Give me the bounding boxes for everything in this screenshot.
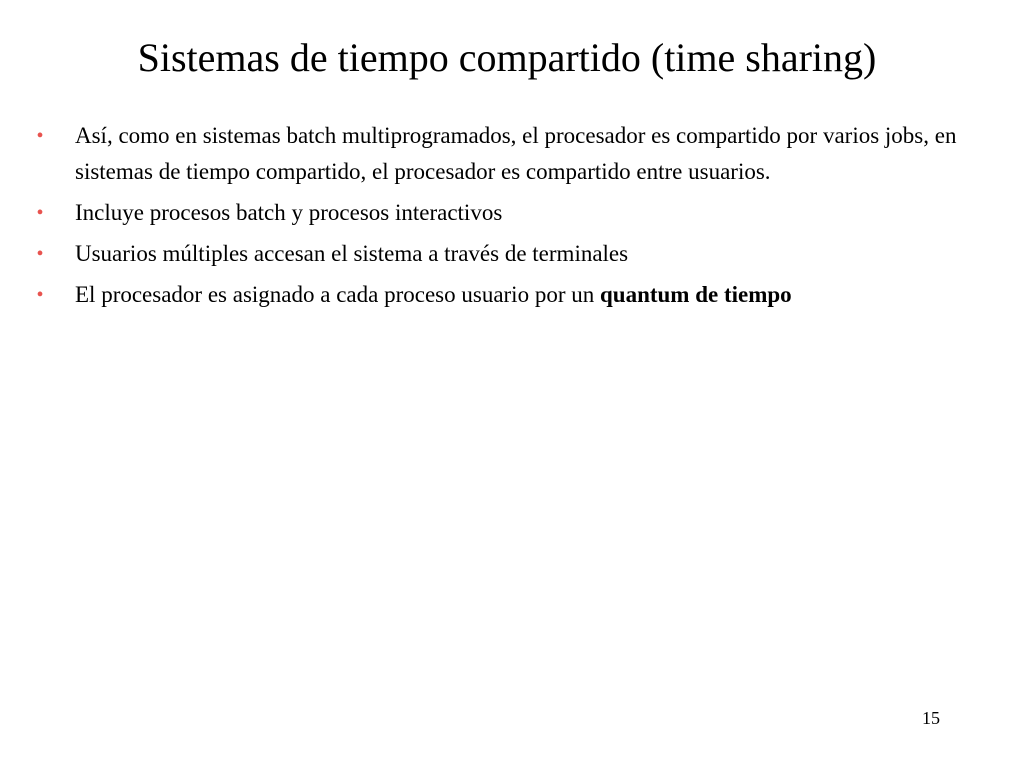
list-item xyxy=(30,195,990,231)
page-number: 15 xyxy=(922,708,940,728)
bullet-icon: • xyxy=(36,243,44,265)
bullet-bold-text: quantum de tiempo xyxy=(599,282,792,307)
list-item xyxy=(30,277,990,313)
bullet-icon: • xyxy=(36,284,44,306)
bullet-text: Usuarios múltiples accesan el sistema a través de terminales xyxy=(75,241,629,266)
list-item xyxy=(30,236,990,272)
bullet-text: Así, como en sistemas batch multiprogramados, el procesador es compartido por varios jobs, en sistemas de tiempo compartido, el procesador es compartido entre usuarios. xyxy=(75,123,957,184)
bullet-text: El procesador es asignado a cada proceso usuario por un xyxy=(75,282,600,307)
list-item xyxy=(30,118,990,190)
bullet-icon: • xyxy=(36,202,44,224)
bullet-icon: • xyxy=(36,125,44,147)
bullet-list xyxy=(30,118,990,318)
slide-title: Sistemas de tiempo compartido (time sharing) xyxy=(137,35,877,80)
bullet-text: Incluye procesos batch y procesos interactivos xyxy=(75,200,503,225)
